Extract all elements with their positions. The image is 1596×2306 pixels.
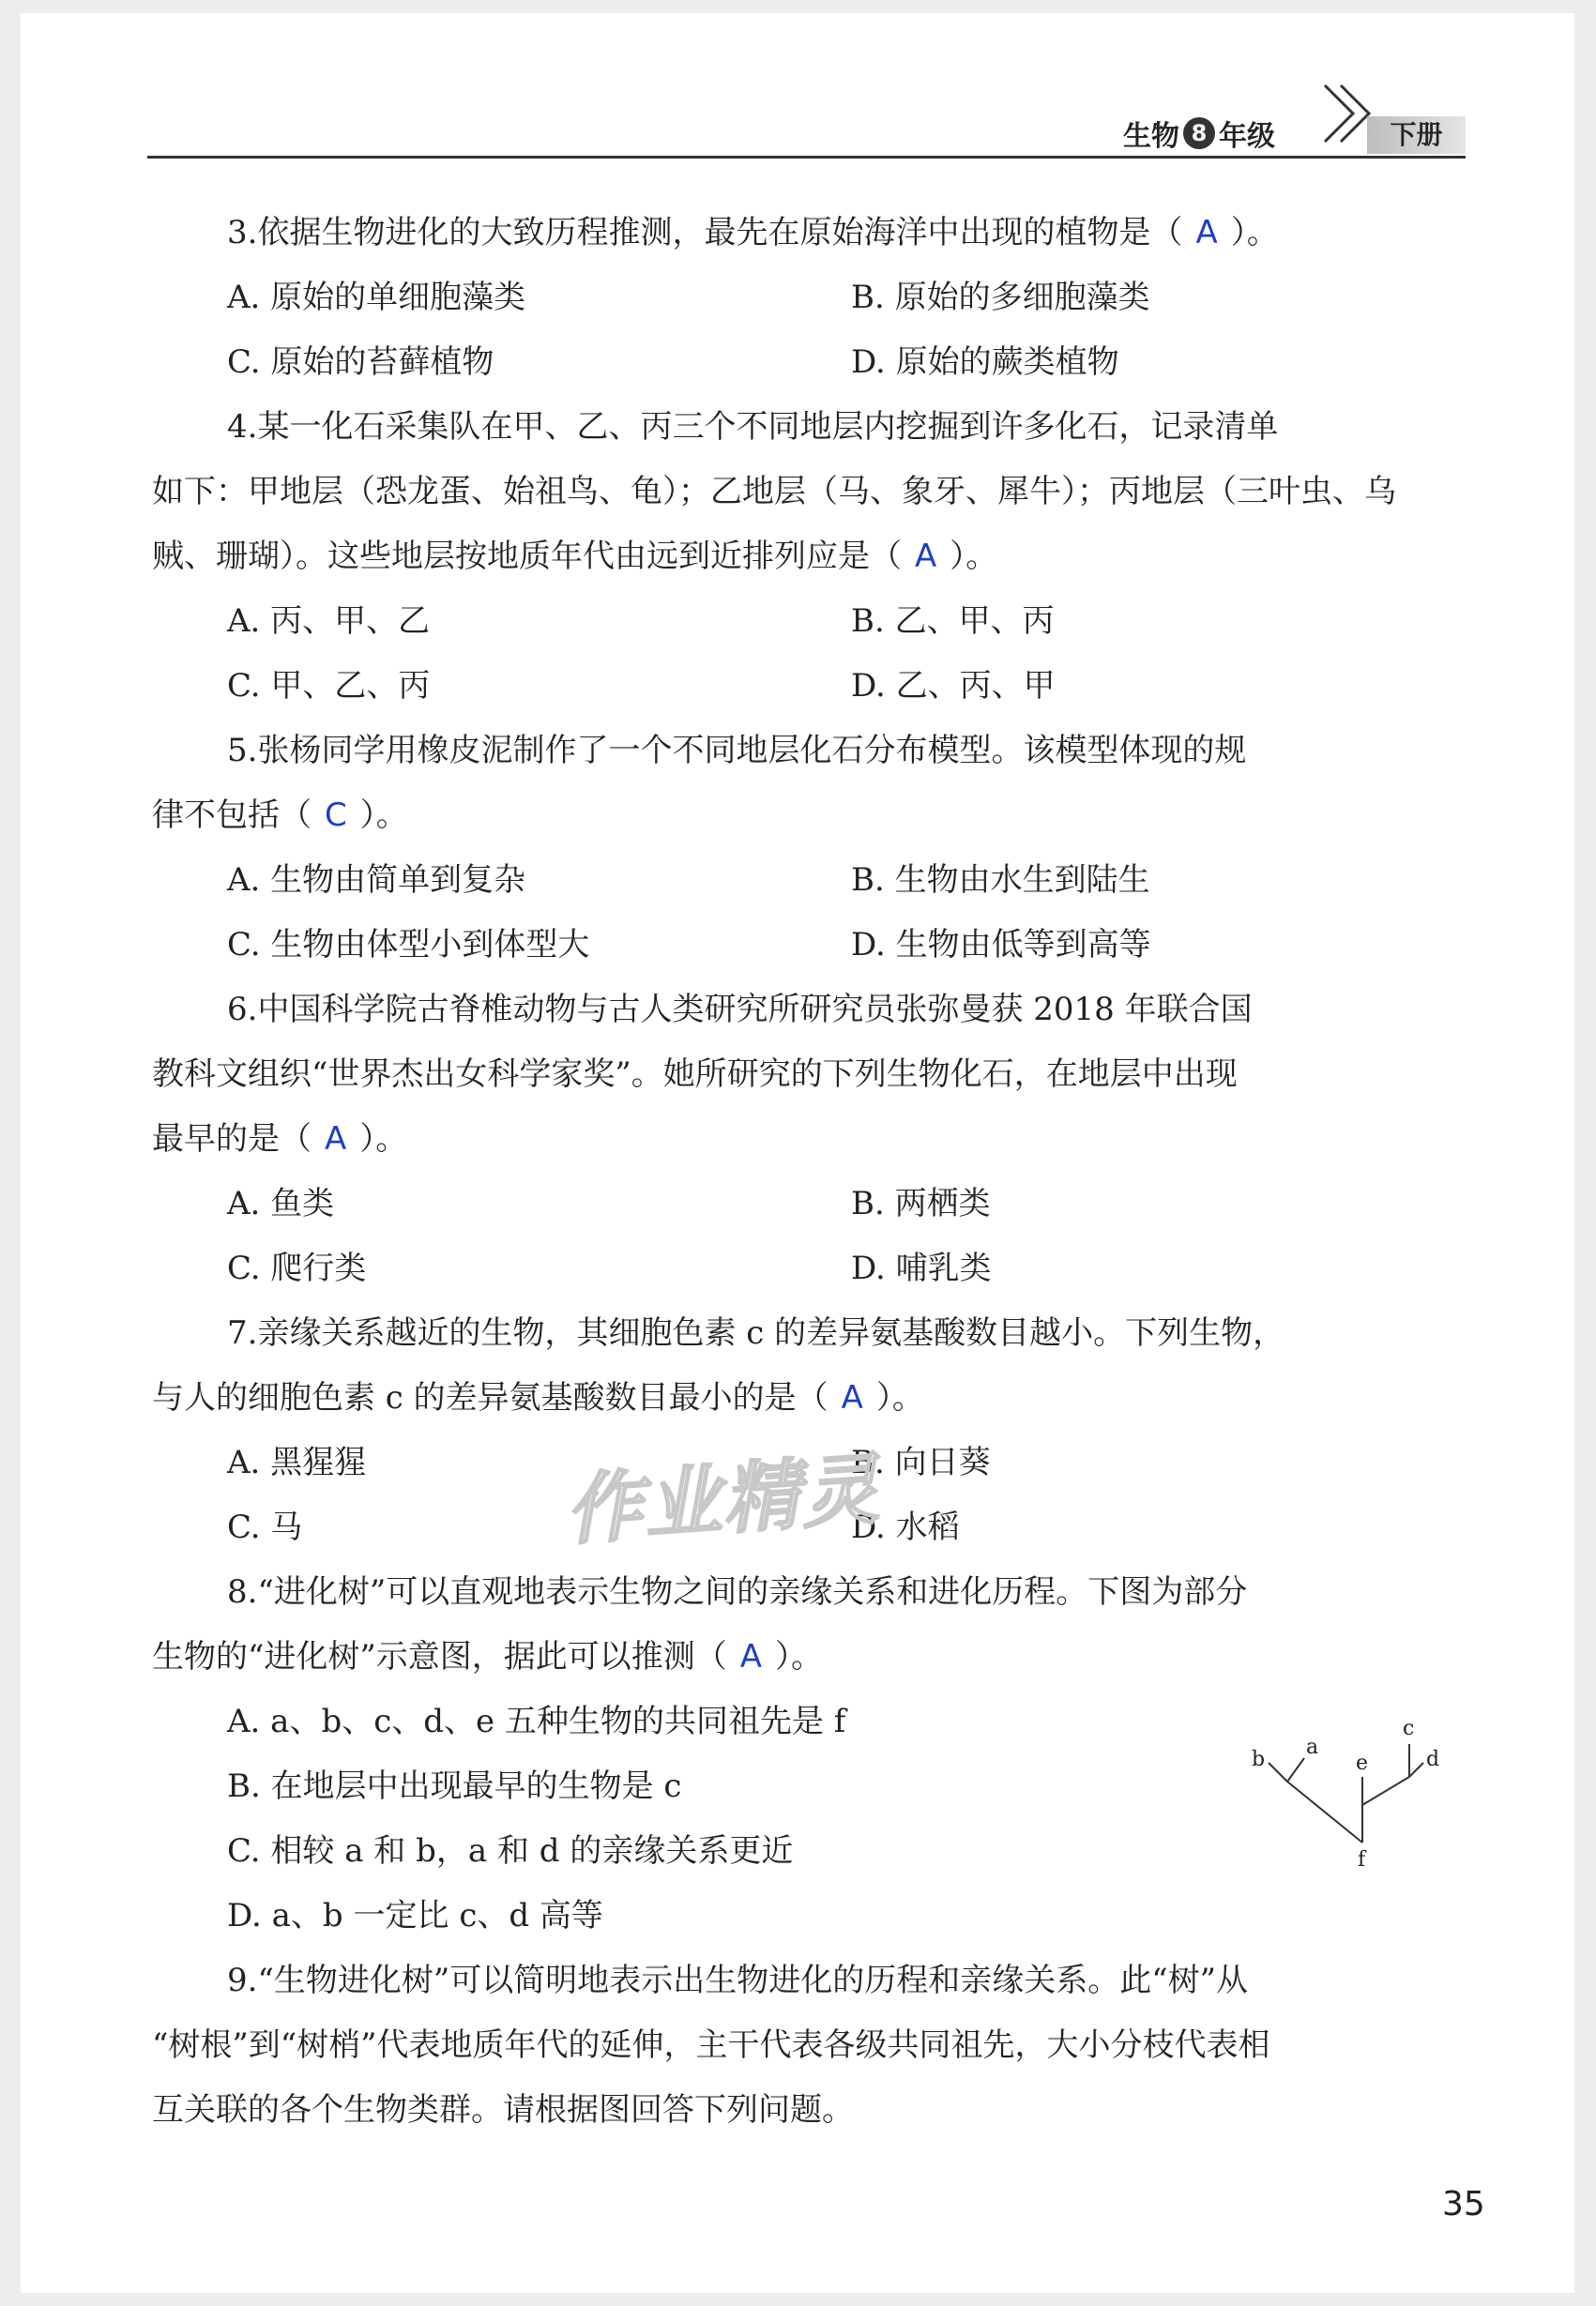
option-c: C. 生物由体型小到体型大 [227, 926, 590, 963]
question-7-stem: 7.亲缘关系越近的生物，其细胞色素 c 的差异氨基酸数目越小。下列生物， [227, 1314, 1285, 1352]
question-8-stem: 生物的“进化树”示意图，据此可以推测（ A ）。 [152, 1638, 824, 1676]
page-number: 35 [1442, 2185, 1485, 2223]
grade-label: 年级 [1219, 120, 1275, 153]
page-header [147, 103, 1466, 159]
answer-mark: A [739, 1638, 763, 1676]
question-4-stem: 如下：甲地层（恐龙蛋、始祖鸟、龟）；乙地层（马、象牙、犀牛）；丙地层（三叶虫、乌 [152, 473, 1396, 510]
tree-label-d: d [1426, 1748, 1440, 1771]
answer-mark: A [841, 1379, 863, 1417]
question-5-options-row [152, 848, 1447, 913]
option-c: C. 爬行类 [227, 1250, 367, 1287]
question-4-stem: 贼、珊瑚）。这些地层按地质年代由远到近排列应是（ A ）。 [152, 538, 998, 575]
question-3-options-row [152, 265, 1447, 330]
option-d: D. 乙、丙、甲 [851, 667, 1056, 705]
option-c: C. 原始的苔藓植物 [227, 343, 494, 381]
answer-mark: A [915, 538, 937, 575]
option-b: B. 在地层中出现最早的生物是 c [227, 1767, 682, 1805]
option-a: A. a、b、c、d、e 五种生物的共同祖先是 f [227, 1703, 846, 1740]
option-a: A. 生物由简单到复杂 [227, 861, 526, 899]
option-a: A. 丙、甲、乙 [227, 602, 431, 640]
option-c: C. 甲、乙、丙 [227, 667, 431, 705]
question-5-stem: 5.张杨同学用橡皮泥制作了一个不同地层化石分布模型。该模型体现的规 [227, 732, 1247, 769]
tree-label-e: e [1356, 1752, 1369, 1775]
option-d: D. 水稻 [851, 1509, 960, 1546]
question-6-stem: 最早的是（ A ）。 [152, 1120, 408, 1158]
question-4-options-row [152, 654, 1447, 719]
watermark: 作业精灵 [562, 1445, 884, 1556]
option-d: D. 原始的蕨类植物 [851, 343, 1119, 381]
question-3-options-row [152, 330, 1447, 395]
grade-number-badge: 8 [1183, 117, 1215, 149]
option-a: A. 黑猩猩 [227, 1444, 367, 1481]
question-9-stem: “树根”到“树梢”代表地质年代的延伸，主干代表各级共同祖先，大小分枝代表相 [152, 2026, 1270, 2064]
option-b: B. 两栖类 [851, 1185, 991, 1222]
tree-label-b: b [1252, 1748, 1266, 1771]
option-c: C. 马 [227, 1509, 303, 1546]
question-6-stem: 6.中国科学院古脊椎动物与古人类研究所研究员张弥曼获 2018 年联合国 [227, 991, 1253, 1028]
subject-label: 生物 [1123, 120, 1179, 153]
option-d: D. 生物由低等到高等 [851, 926, 1151, 963]
option-d: D. 哺乳类 [851, 1250, 992, 1287]
question-4-stem: 4.某一化石采集队在甲、乙、丙三个不同地层内挖掘到许多化石，记录清单 [227, 408, 1279, 446]
option-b: B. 向日葵 [851, 1444, 991, 1481]
question-6-options-row [152, 1236, 1447, 1301]
question-7-stem: 与人的细胞色素 c 的差异氨基酸数目最小的是（ A ）。 [152, 1379, 924, 1417]
option-a: A. 鱼类 [227, 1185, 335, 1222]
option-c: C. 相较 a 和 b，a 和 d 的亲缘关系更近 [227, 1832, 794, 1870]
option-d: D. a、b 一定比 c、d 高等 [227, 1897, 603, 1934]
answer-mark: A [325, 1120, 347, 1158]
question-8-stem: 8.“进化树”可以直观地表示生物之间的亲缘关系和进化历程。下图为部分 [227, 1573, 1248, 1611]
book-title [1123, 113, 1275, 154]
question-3-stem: 3.依据生物进化的大致历程推测，最先在原始海洋中出现的植物是（ A ）。 [227, 214, 1279, 251]
evolution-tree-diagram [1231, 1702, 1475, 1871]
option-b: B. 生物由水生到陆生 [851, 861, 1150, 899]
question-6-stem: 教科文组织“世界杰出女科学家奖”。她所研究的下列生物化石，在地层中出现 [152, 1055, 1238, 1093]
question-5-options-row [152, 913, 1447, 978]
question-9-stem: 9.“生物进化树”可以简明地表示出生物进化的历程和亲缘关系。此“树”从 [227, 1962, 1248, 1999]
tree-label-a: a [1306, 1736, 1319, 1759]
tree-label-f: f [1358, 1848, 1366, 1871]
volume-tab: 下册 [1367, 116, 1466, 154]
option-a: A. 原始的单细胞藻类 [227, 279, 526, 316]
workbook-page [21, 13, 1574, 2293]
question-9-stem: 互关联的各个生物类群。请根据图回答下列问题。 [152, 2091, 854, 2129]
question-4-options-row [152, 589, 1447, 654]
question-5-stem: 律不包括（ C ）。 [152, 796, 408, 834]
answer-mark: C [325, 796, 347, 834]
answer-mark: A [1195, 214, 1218, 251]
option-b: B. 乙、甲、丙 [851, 602, 1055, 640]
tree-label-c: c [1403, 1717, 1415, 1740]
question-6-options-row [152, 1172, 1447, 1236]
option-b: B. 原始的多细胞藻类 [851, 279, 1150, 316]
header-rule [147, 156, 1466, 159]
